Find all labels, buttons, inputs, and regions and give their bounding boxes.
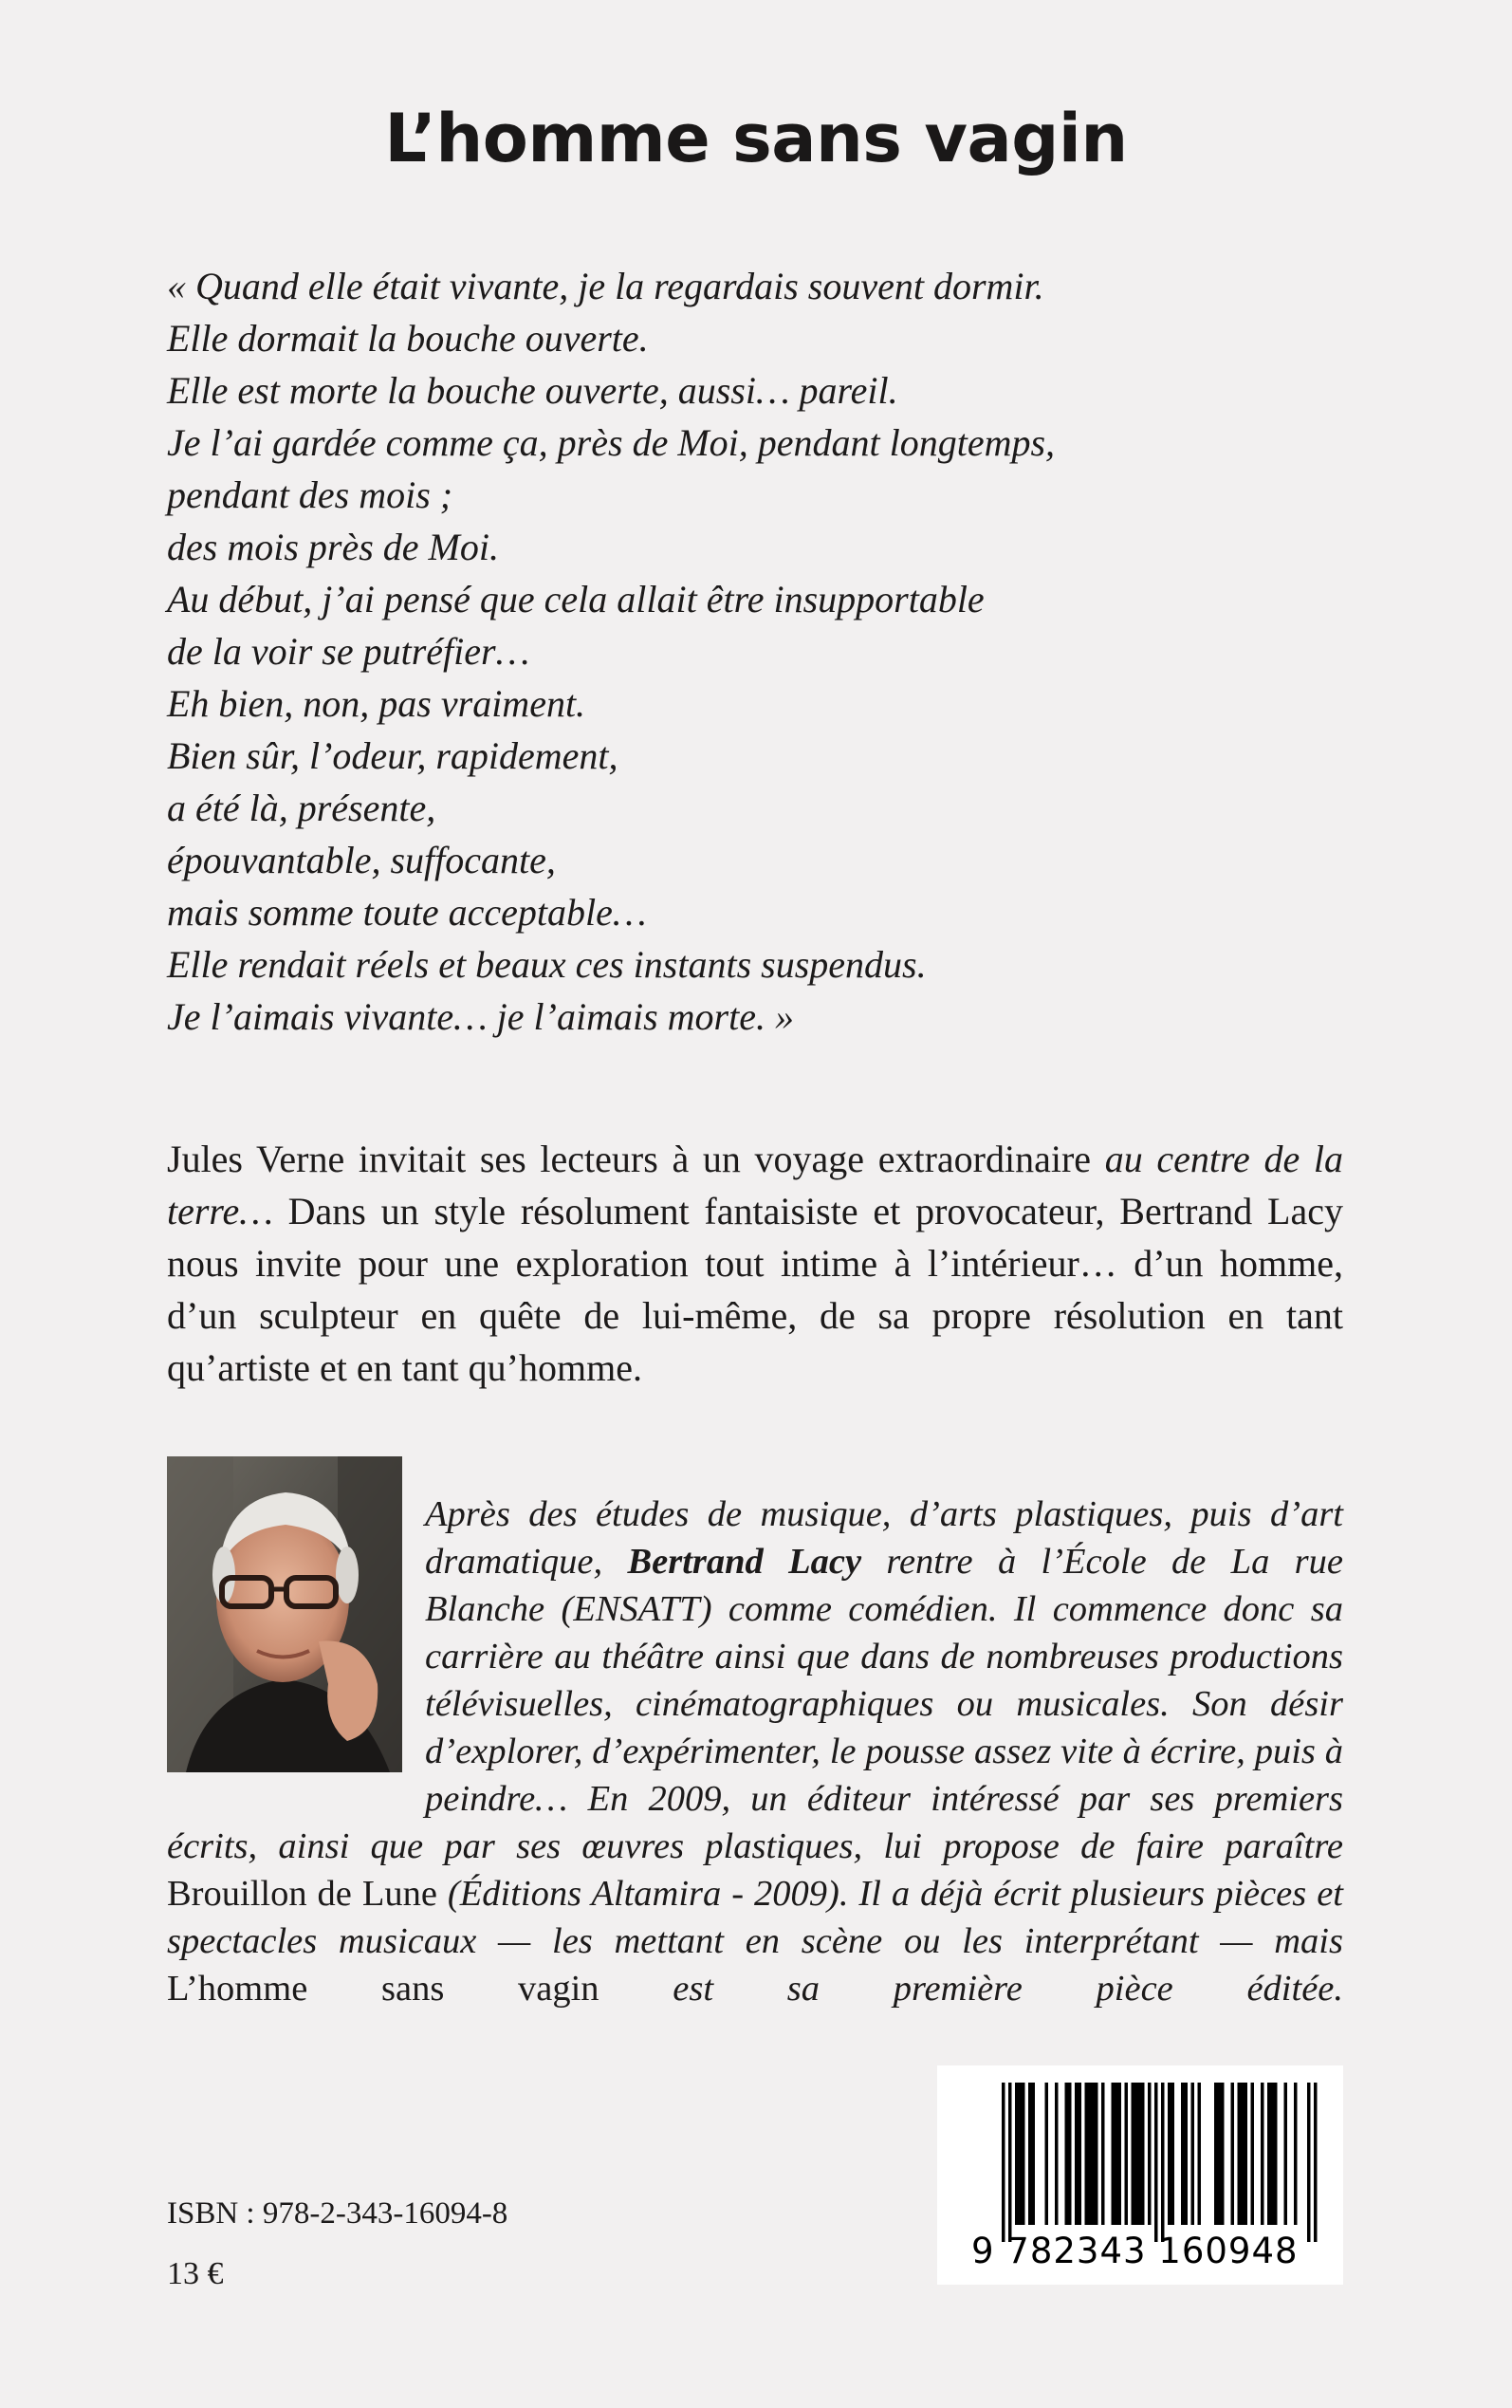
barcode-bar bbox=[1181, 2083, 1185, 2225]
barcode-bar bbox=[1307, 2083, 1311, 2242]
intro-paragraph bbox=[167, 1133, 1343, 1394]
barcode-bar bbox=[1088, 2083, 1092, 2225]
quote-line: Eh bien, non, pas vraiment. bbox=[167, 682, 586, 725]
barcode-bar bbox=[1115, 2083, 1118, 2225]
barcode-bar bbox=[1148, 2083, 1152, 2225]
intro-italic-text: au centre de la terre… bbox=[167, 1138, 1344, 1232]
barcode-bar bbox=[1238, 2083, 1242, 2225]
price: 13 € bbox=[167, 2256, 224, 2291]
barcode-bar bbox=[1267, 2083, 1271, 2225]
book-title-reference: Brouillon de Lune bbox=[167, 1873, 437, 1914]
barcode-bar bbox=[1092, 2083, 1096, 2225]
quote-line: « Quand elle était vivante, je la regardais souvent dormir. bbox=[167, 265, 1044, 307]
barcode-bar bbox=[1101, 2083, 1105, 2225]
opening-quote bbox=[167, 260, 1362, 1043]
barcode-bar bbox=[1198, 2083, 1202, 2225]
barcode-bar bbox=[1065, 2083, 1069, 2225]
barcode-bar bbox=[1185, 2083, 1189, 2225]
quote-line: épouvantable, suffocante, bbox=[167, 839, 556, 881]
quote-line: Bien sûr, l’odeur, rapidement, bbox=[167, 734, 618, 777]
intro-text-continued: Dans un style résolument fantaisiste et provocateur, Bertrand Lacy nous invite pour une exploration tout intime à l’intérieur… d’un homme, d’un sculpteur en quête de lui-même, de sa propre résolution en tant qu’artiste et en tant qu’homme. bbox=[167, 1190, 1343, 1389]
quote-line: Je l’ai gardée comme ça, près de Moi, pendant longtemps, bbox=[167, 421, 1056, 464]
photo-spacer bbox=[167, 1491, 425, 1808]
barcode-bar bbox=[1261, 2083, 1264, 2225]
barcode-bar bbox=[1294, 2083, 1298, 2225]
barcode-bar bbox=[1028, 2083, 1032, 2225]
barcode-bar bbox=[1134, 2083, 1138, 2225]
barcode-bar bbox=[1251, 2083, 1255, 2225]
barcode-bar bbox=[1055, 2083, 1059, 2225]
barcode-bar bbox=[1221, 2083, 1225, 2225]
quote-line: Elle rendait réels et beaux ces instants suspendus. bbox=[167, 943, 927, 986]
barcode-bar bbox=[1245, 2083, 1248, 2225]
barcode-digits: 9 782343 160948 bbox=[971, 2231, 1299, 2271]
author-name: Bertrand Lacy bbox=[627, 1541, 862, 1582]
barcode-bar bbox=[1171, 2083, 1175, 2225]
barcode-bar bbox=[1095, 2083, 1098, 2225]
barcode-bar bbox=[1019, 2083, 1023, 2225]
barcode-bar bbox=[1274, 2083, 1278, 2225]
bio-text: (Éditions Altamira - 2009). Il a déjà écrit plusieurs pièces et spectacles musicaux — les mettant en scène ou les interprétant — mais bbox=[167, 1873, 1343, 1961]
book-title-reference: L’homme sans vagin bbox=[167, 1968, 599, 2009]
barcode-bar bbox=[1241, 2083, 1245, 2225]
quote-line: Elle est morte la bouche ouverte, aussi… pareil. bbox=[167, 369, 898, 412]
barcode-bar bbox=[1085, 2083, 1089, 2225]
barcode-bar bbox=[1112, 2083, 1116, 2225]
barcode bbox=[937, 2065, 1343, 2285]
barcode-bar bbox=[1079, 2083, 1082, 2225]
quote-line: Je l’aimais vivante… je l’aimais morte. » bbox=[167, 995, 794, 1038]
barcode-bar bbox=[1154, 2083, 1158, 2242]
barcode-bar bbox=[1191, 2083, 1195, 2225]
barcode-bar bbox=[1068, 2083, 1072, 2225]
bio-text: est sa première pièce éditée. bbox=[599, 1968, 1343, 2009]
barcode-bar bbox=[1284, 2083, 1288, 2225]
barcode-bar bbox=[1022, 2083, 1025, 2225]
bio-text: rentre à l’École de La rue Blanche (ENSATT) comme comédien. Il commence donc sa carrière au théâtre ainsi que dans de nombreuses productions télévisuelles, cinématographiques ou musicales. Son désir d’explorer, d’expérimenter, le pousse assez vite à écrire, puis à peindre… En 2009, un éditeur intéressé par ses premiers écrits, ainsi que par ses œuvres plastiques, lui propose de faire paraître bbox=[167, 1541, 1343, 1866]
book-title: L’homme sans vagin bbox=[384, 100, 1128, 177]
barcode-bar bbox=[1161, 2083, 1165, 2242]
barcode-bar bbox=[1314, 2083, 1318, 2242]
barcode-bar bbox=[1118, 2083, 1122, 2225]
quote-line: des mois près de Moi. bbox=[167, 526, 499, 568]
quote-line: Au début, j’ai pensé que cela allait être insupportable bbox=[167, 578, 985, 621]
barcode-bar bbox=[1271, 2083, 1275, 2225]
author-biography bbox=[167, 1491, 1343, 2012]
barcode-bar bbox=[1141, 2083, 1145, 2225]
barcode-bar bbox=[1045, 2083, 1049, 2225]
quote-line: de la voir se putréfier… bbox=[167, 630, 530, 673]
barcode-bar bbox=[1231, 2083, 1235, 2225]
isbn-number: ISBN : 978-2-343-16094-8 bbox=[167, 2196, 508, 2231]
quote-line: Elle dormait la bouche ouverte. bbox=[167, 317, 649, 360]
barcode-bar bbox=[1015, 2083, 1019, 2225]
barcode-bar bbox=[1075, 2083, 1079, 2225]
intro-text: Jules Verne invitait ses lecteurs à un voyage extraordinaire bbox=[167, 1138, 1105, 1180]
quote-line: mais somme toute acceptable… bbox=[167, 891, 647, 934]
barcode-bar bbox=[1168, 2083, 1171, 2225]
bio-text: Après des études de musique, d’arts plastiques, puis d’art dramatique, bbox=[425, 1493, 1343, 1582]
quote-line: a été là, présente, bbox=[167, 787, 436, 829]
barcode-bar bbox=[1032, 2083, 1036, 2225]
barcode-bar bbox=[1002, 2083, 1005, 2242]
barcode-bar bbox=[1214, 2083, 1218, 2225]
quote-line: pendant des mois ; bbox=[167, 473, 453, 516]
barcode-bar bbox=[1138, 2083, 1142, 2225]
barcode-bar bbox=[1125, 2083, 1129, 2225]
barcode-bar bbox=[1008, 2083, 1012, 2242]
barcode-bar bbox=[1218, 2083, 1222, 2225]
barcode-bar bbox=[1132, 2083, 1135, 2225]
